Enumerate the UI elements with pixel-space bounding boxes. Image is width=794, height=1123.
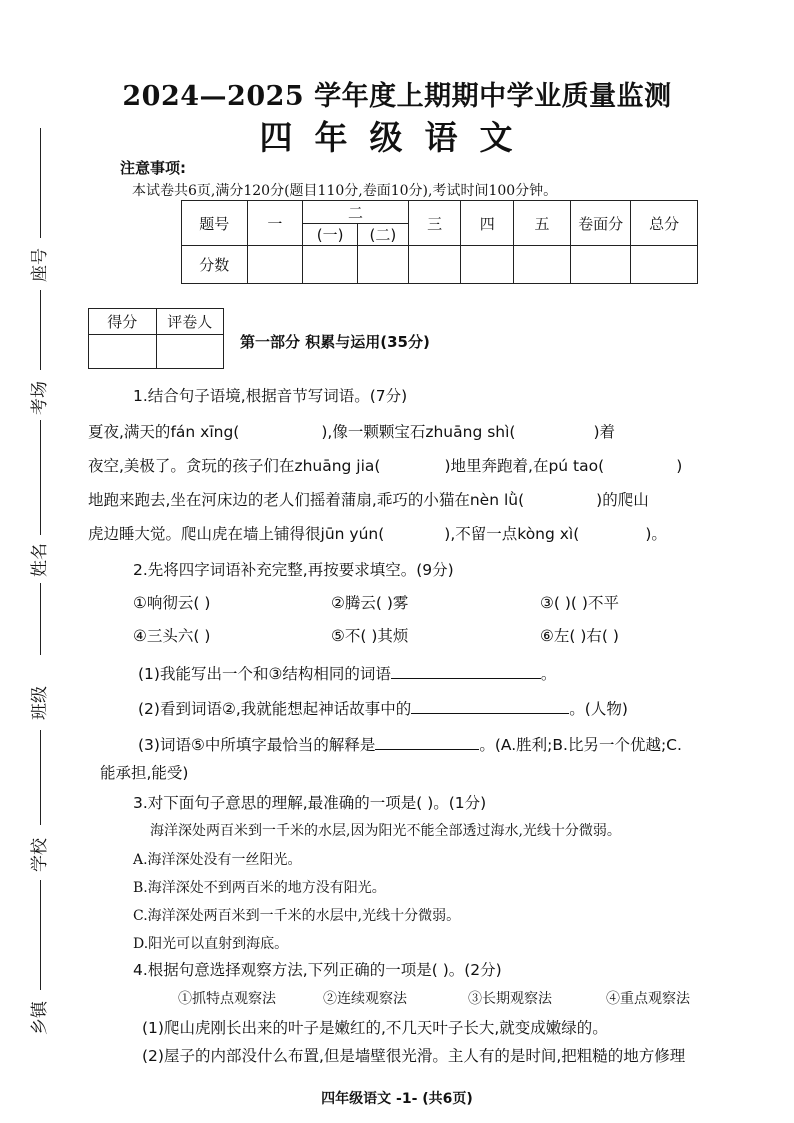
score-cell <box>631 246 698 284</box>
page-footer: 四年级语文 -1- (共6页) <box>321 1091 473 1107</box>
q3-option-a: A.海洋深处没有一丝阳光。 <box>133 852 302 868</box>
text: 。(A.胜利;B.比另一个优越;C. <box>479 736 682 754</box>
q2-sub-3-cont: 能承担,能受) <box>100 764 189 782</box>
score-cell <box>303 246 358 284</box>
text: (3)词语⑤中所填字最恰当的解释是 <box>138 736 376 754</box>
col-5: 五 <box>514 201 571 246</box>
binding-line-2 <box>40 290 41 370</box>
q2-sub-1 <box>138 662 556 684</box>
q2-title: 2.先将四字词语补充完整,再按要求填空。(9分) <box>133 561 454 579</box>
text: 夜空,美极了。贪玩的孩子们在 <box>88 457 295 475</box>
text: )地里奔跑着,在 <box>444 457 549 475</box>
text: (2)看到词语②,我就能想起神话故事中的 <box>138 700 412 718</box>
pinyin: zhuāng jia <box>294 457 375 475</box>
text: ),像一颗颗宝石 <box>321 423 426 441</box>
score-cell <box>247 246 303 284</box>
grader-score-label: 得分 <box>89 309 157 335</box>
binding-line-4 <box>40 583 41 655</box>
paren: ( <box>598 457 605 475</box>
q2-item-2: ②腾云( )雾 <box>331 594 409 612</box>
row-label-score: 分数 <box>182 246 248 284</box>
col-2: 二 <box>303 201 409 224</box>
q4-method-2: ②连续观察法 <box>323 991 407 1007</box>
school-label: 学校 <box>30 838 50 872</box>
paren: ( <box>509 423 516 441</box>
q4-method-1: ①抓特点观察法 <box>178 991 276 1007</box>
grader-table <box>88 308 224 369</box>
name-label: 姓名 <box>30 543 50 577</box>
q4-method-4: ④重点观察法 <box>606 991 690 1007</box>
answer-blank[interactable] <box>375 735 479 750</box>
paren: ( <box>573 525 580 543</box>
q4-sentence-1: (1)爬山虎刚长出来的叶子是嫩红的,不几天叶子长大,就变成嫩绿的。 <box>142 1019 608 1037</box>
q3-option-d: D.阳光可以直射到海底。 <box>133 936 289 952</box>
text: )。 <box>645 525 667 543</box>
seat-number-label: 座号 <box>30 248 50 282</box>
q3-title: 3.对下面句子意思的理解,最准确的一项是( )。(1分) <box>133 794 487 812</box>
text: 夏夜,满天的 <box>88 423 171 441</box>
grader-name-label: 评卷人 <box>156 309 224 335</box>
q3-quote: 海洋深处两百米到一千米的水层,因为阳光不能全部透过海水,光线十分微弱。 <box>150 823 621 839</box>
score-cell <box>357 246 408 284</box>
q1-line-4 <box>88 522 667 544</box>
exam-room-label: 考场 <box>30 381 50 415</box>
score-table <box>181 200 698 284</box>
text: 。 <box>540 665 557 683</box>
score-cell <box>514 246 571 284</box>
text: )的爬山 <box>596 491 649 509</box>
paren: ( <box>374 457 381 475</box>
pinyin: kòng xì <box>517 525 574 543</box>
binding-line-5 <box>40 730 41 825</box>
pinyin: zhuāng shì <box>425 423 510 441</box>
answer-blank[interactable] <box>411 699 569 714</box>
q2-item-1: ①响彻云( ) <box>133 594 211 612</box>
q1-line-2 <box>88 454 682 476</box>
text: (1)我能写出一个和③结构相同的词语 <box>138 665 391 683</box>
col-2-sub-1: (一) <box>303 224 358 246</box>
q3-option-b: B.海洋深处不到两百米的地方没有阳光。 <box>133 880 386 896</box>
binding-line-3 <box>40 420 41 535</box>
q4-method-3: ③长期观察法 <box>468 991 552 1007</box>
q2-item-4: ④三头六( ) <box>133 627 211 645</box>
subject-title: 四年级语文 <box>259 118 535 157</box>
text: 。(人物) <box>569 700 628 718</box>
col-3: 三 <box>408 201 461 246</box>
text: 地跑来跑去,坐在河床边的老人们摇着蒲扇,乖巧的小猫在 <box>88 491 470 509</box>
text: ),不留一点 <box>444 525 518 543</box>
col-4: 四 <box>461 201 514 246</box>
q1-line-1 <box>88 420 615 442</box>
row-label-question: 题号 <box>182 201 248 246</box>
col-2-sub-2: (二) <box>357 224 408 246</box>
class-label: 班级 <box>30 686 50 720</box>
exam-title: 2024—2025 学年度上期期中学业质量监测 <box>122 81 672 112</box>
paren: ( <box>378 525 385 543</box>
grader-name-cell <box>156 335 224 369</box>
text: ) <box>676 457 683 475</box>
text: 虎边睡大觉。爬山虎在墙上铺得很 <box>88 525 321 543</box>
q4-sentence-2: (2)屋子的内部没什么布置,但是墙壁很光滑。主人有的是时间,把粗糙的地方修理 <box>142 1047 686 1065</box>
township-label: 乡镇 <box>30 1001 50 1035</box>
notice-heading: 注意事项: <box>120 159 186 177</box>
q2-item-5: ⑤不( )其烦 <box>331 627 409 645</box>
q1-title: 1.结合句子语境,根据音节写词语。(7分) <box>133 387 408 405</box>
col-1: 一 <box>247 201 303 246</box>
pinyin: jūn yún <box>320 525 379 543</box>
text: )着 <box>593 423 616 441</box>
pinyin: nèn lǜ <box>469 491 519 509</box>
paren: ( <box>233 423 240 441</box>
q1-line-3 <box>88 488 649 510</box>
paren: ( <box>518 491 525 509</box>
q3-option-c: C.海洋深处两百米到一千米的水层中,光线十分微弱。 <box>133 908 461 924</box>
pinyin: fán xīng <box>170 423 234 441</box>
score-cell <box>570 246 631 284</box>
score-cell <box>461 246 514 284</box>
col-total: 总分 <box>631 201 698 246</box>
answer-blank[interactable] <box>391 664 541 679</box>
section-1-heading: 第一部分 积累与运用(35分) <box>240 333 430 351</box>
grader-score-cell <box>89 335 157 369</box>
q2-item-3: ③( )( )不平 <box>540 594 619 612</box>
col-paper-score: 卷面分 <box>570 201 631 246</box>
pinyin: pú tao <box>548 457 599 475</box>
q4-title: 4.根据句意选择观察方法,下列正确的一项是( )。(2分) <box>133 961 502 979</box>
q2-sub-2 <box>138 697 628 719</box>
score-cell <box>408 246 461 284</box>
notice-text: 本试卷共6页,满分120分(题目110分,卷面10分),考试时间100分钟。 <box>132 183 558 199</box>
binding-line-6 <box>40 880 41 990</box>
q2-sub-3 <box>138 733 682 755</box>
q2-item-6: ⑥左( )右( ) <box>540 627 619 645</box>
